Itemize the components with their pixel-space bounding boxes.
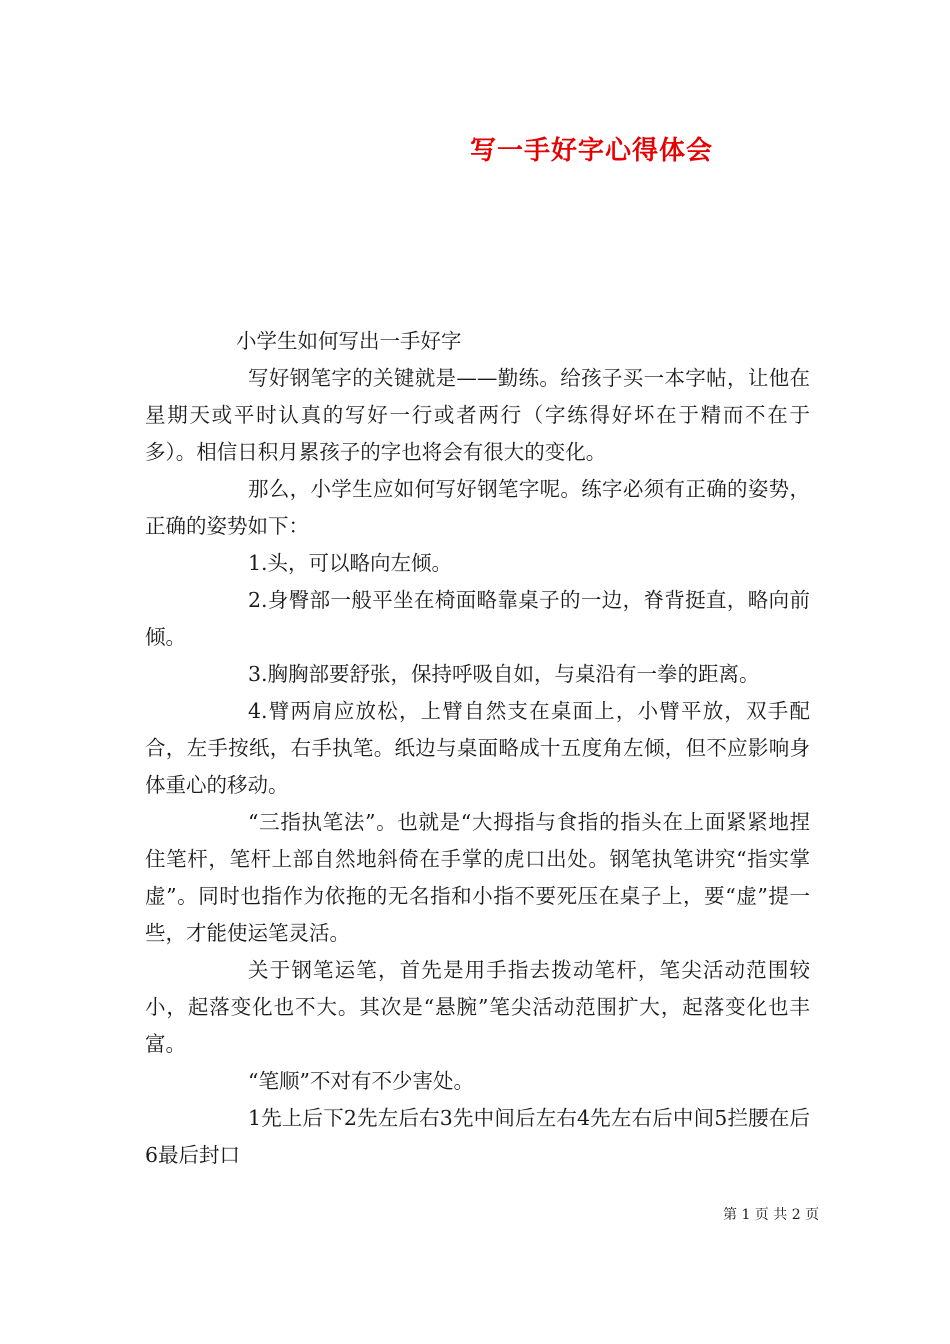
paragraph: “笔顺”不对有不少害处。 — [248, 1069, 474, 1093]
document-title: 写一手好字心得体会 — [470, 136, 714, 166]
paragraph: 1先上后下2先左后右3先中间后左右4先左右后中间5拦腰在后6最后封口 — [145, 1106, 810, 1167]
paragraph: 关于钢笔运笔，首先是用手指去拨动笔杆，笔尖活动范围较小，起落变化也不大。其次是“悬腕”笔尖活动范围扩大，起落变化也丰富。 — [145, 958, 810, 1056]
page-number: 第 1 页 共 2 页 — [723, 1207, 820, 1223]
paragraph: 写好钢笔字的关键就是——勤练。给孩子买一本字帖，让他在星期天或平时认真的写好一行或者两行（字练得好坏在于精而不在于多）。相信日积月累孩子的字也将会有很大的变化。 — [145, 366, 810, 464]
document-subtitle: 小学生如何写出一手好字 — [236, 329, 462, 353]
paragraph: 2.身臀部一般平坐在椅面略靠桌子的一边，脊背挺直，略向前倾。 — [145, 588, 810, 649]
paragraph: 1.头，可以略向左倾。 — [248, 551, 453, 575]
paragraph: “三指执笔法”。也就是“大拇指与食指的指头在上面紧紧地捏住笔杆，笔杆上部自然地斜倚在手掌的虎口出处。钢笔执笔讲究“指实掌虚”。同时也指作为依拖的无名指和小指不要死压在桌子上，要“虚”提一些，才能使运笔灵活。 — [145, 810, 810, 945]
paragraph: 那么，小学生应如何写好钢笔字呢。练字必须有正确的姿势，正确的姿势如下： — [145, 477, 810, 538]
paragraph: 4.臂两肩应放松，上臂自然支在桌面上，小臂平放，双手配合，左手按纸，右手执笔。纸边与桌面略成十五度角左倾，但不应影响身体重心的移动。 — [145, 699, 810, 797]
document-body — [145, 323, 810, 1174]
paragraph: 3.胸胸部要舒张，保持呼吸自如，与桌沿有一拳的距离。 — [248, 662, 760, 686]
